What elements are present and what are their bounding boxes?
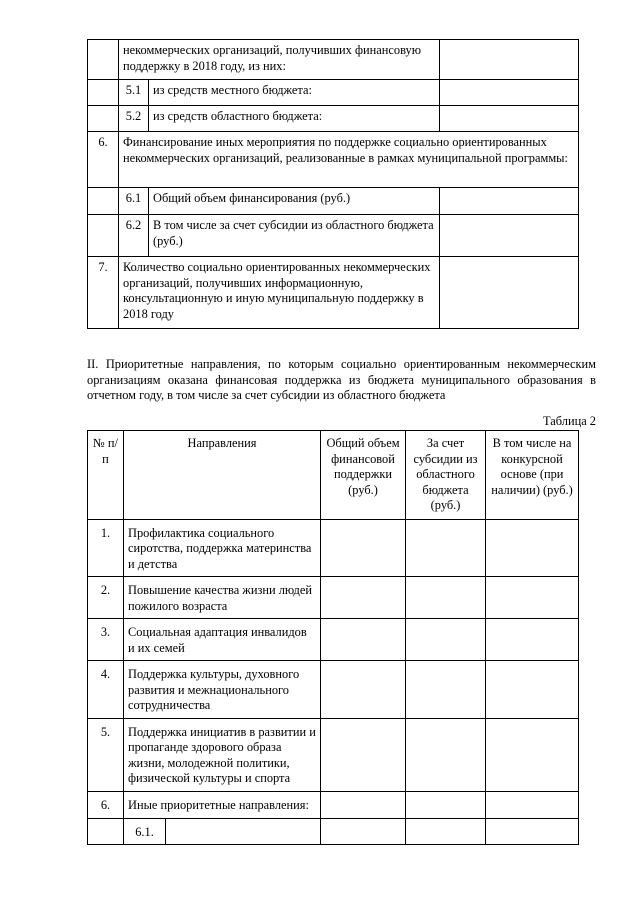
value-cell <box>321 791 406 818</box>
row-number: 7. <box>88 257 119 329</box>
row-label: из средств областного бюджета: <box>149 106 440 132</box>
value-cell <box>486 619 579 661</box>
value-cell <box>406 791 486 818</box>
table-caption: Таблица 2 <box>543 414 596 428</box>
direction-cell: Поддержка инициатив в развитии и пропаганде здорового образа жизни, молодежной политики, физической культуры и спорта <box>124 718 321 791</box>
table-row <box>88 106 579 132</box>
table-row <box>88 519 579 577</box>
direction-cell: Поддержка культуры, духовного развития и межнационального сотрудничества <box>124 661 321 719</box>
table-row <box>88 661 579 719</box>
direction-cell <box>166 818 321 845</box>
value-cell <box>406 661 486 719</box>
value-cell <box>321 619 406 661</box>
priority-directions-table <box>87 430 579 845</box>
table-row <box>88 577 579 619</box>
row-number: 6. <box>88 791 124 818</box>
table-row <box>88 40 579 80</box>
section-paragraph: II. Приоритетные направления, по которым социально ориентированным некоммерческим организациям оказана финансовая поддержка из бюджета муниципального образования в отчетном году, в том числе за счет субсидии из областного бюджета <box>87 357 596 402</box>
value-cell <box>406 519 486 577</box>
value-cell <box>440 215 579 257</box>
value-cell <box>321 577 406 619</box>
value-cell <box>321 661 406 719</box>
value-cell <box>440 257 579 329</box>
row-label: из средств местного бюджета: <box>149 80 440 106</box>
value-cell <box>486 577 579 619</box>
value-cell <box>406 818 486 845</box>
value-cell <box>321 519 406 577</box>
header-total: Общий объем финансовой поддержки (руб.) <box>321 431 406 520</box>
value-cell <box>406 619 486 661</box>
value-cell <box>440 40 579 80</box>
empty-cell <box>88 188 119 215</box>
row-number: 5.2 <box>119 106 149 132</box>
value-cell <box>486 818 579 845</box>
direction-cell: Иные приоритетные направления: <box>124 791 321 818</box>
row-label: некоммерческих организаций, получивших финансовую поддержку в 2018 году, из них: <box>119 40 440 80</box>
table-row <box>88 818 579 845</box>
value-cell <box>321 718 406 791</box>
empty-cell <box>88 80 119 106</box>
row-label: В том числе за счет субсидии из областного бюджета (руб.) <box>149 215 440 257</box>
direction-cell: Профилактика социального сиротства, поддержка материнства и детства <box>124 519 321 577</box>
row-number: 2. <box>88 577 124 619</box>
empty-cell <box>88 106 119 132</box>
table-row <box>88 791 579 818</box>
value-cell <box>406 577 486 619</box>
direction-cell: Повышение качества жизни людей пожилого возраста <box>124 577 321 619</box>
row-number: 1. <box>88 519 124 577</box>
row-number: 5. <box>88 718 124 791</box>
row-number: 6.1. <box>124 818 166 845</box>
value-cell <box>486 661 579 719</box>
value-cell <box>406 718 486 791</box>
value-cell <box>486 791 579 818</box>
table-header-row <box>88 431 579 520</box>
empty-cell <box>88 215 119 257</box>
header-direction: Направления <box>124 431 321 520</box>
table-row <box>88 619 579 661</box>
header-subsidy: За счет субсидии из областного бюджета (руб.) <box>406 431 486 520</box>
row-number: 6.2 <box>119 215 149 257</box>
table-row <box>88 257 579 329</box>
row-number: 6. <box>88 132 119 188</box>
empty-cell <box>88 818 124 845</box>
row-number: 4. <box>88 661 124 719</box>
row-number <box>88 40 119 80</box>
table-row <box>88 80 579 106</box>
value-cell <box>486 718 579 791</box>
header-num: № п/п <box>88 431 124 520</box>
table-row <box>88 188 579 215</box>
row-number: 5.1 <box>119 80 149 106</box>
value-cell <box>440 80 579 106</box>
summary-table <box>87 39 579 329</box>
header-competitive: В том числе на конкурсной основе (при наличии) (руб.) <box>486 431 579 520</box>
value-cell <box>440 188 579 215</box>
row-number: 3. <box>88 619 124 661</box>
row-label: Финансирование иных мероприятия по поддержке социально ориентированных некоммерческих организаций, реализованные в рамках муниципальной программы: <box>119 132 579 188</box>
table-row <box>88 718 579 791</box>
row-label: Количество социально ориентированных некоммерческих организаций, получивших информационную, консультационную и иную муниципальную поддержку в 2018 году <box>119 257 440 329</box>
value-cell <box>440 106 579 132</box>
table-row <box>88 215 579 257</box>
direction-cell: Социальная адаптация инвалидов и их семей <box>124 619 321 661</box>
table-row <box>88 132 579 188</box>
value-cell <box>321 818 406 845</box>
value-cell <box>486 519 579 577</box>
row-label: Общий объем финансирования (руб.) <box>149 188 440 215</box>
row-number: 6.1 <box>119 188 149 215</box>
